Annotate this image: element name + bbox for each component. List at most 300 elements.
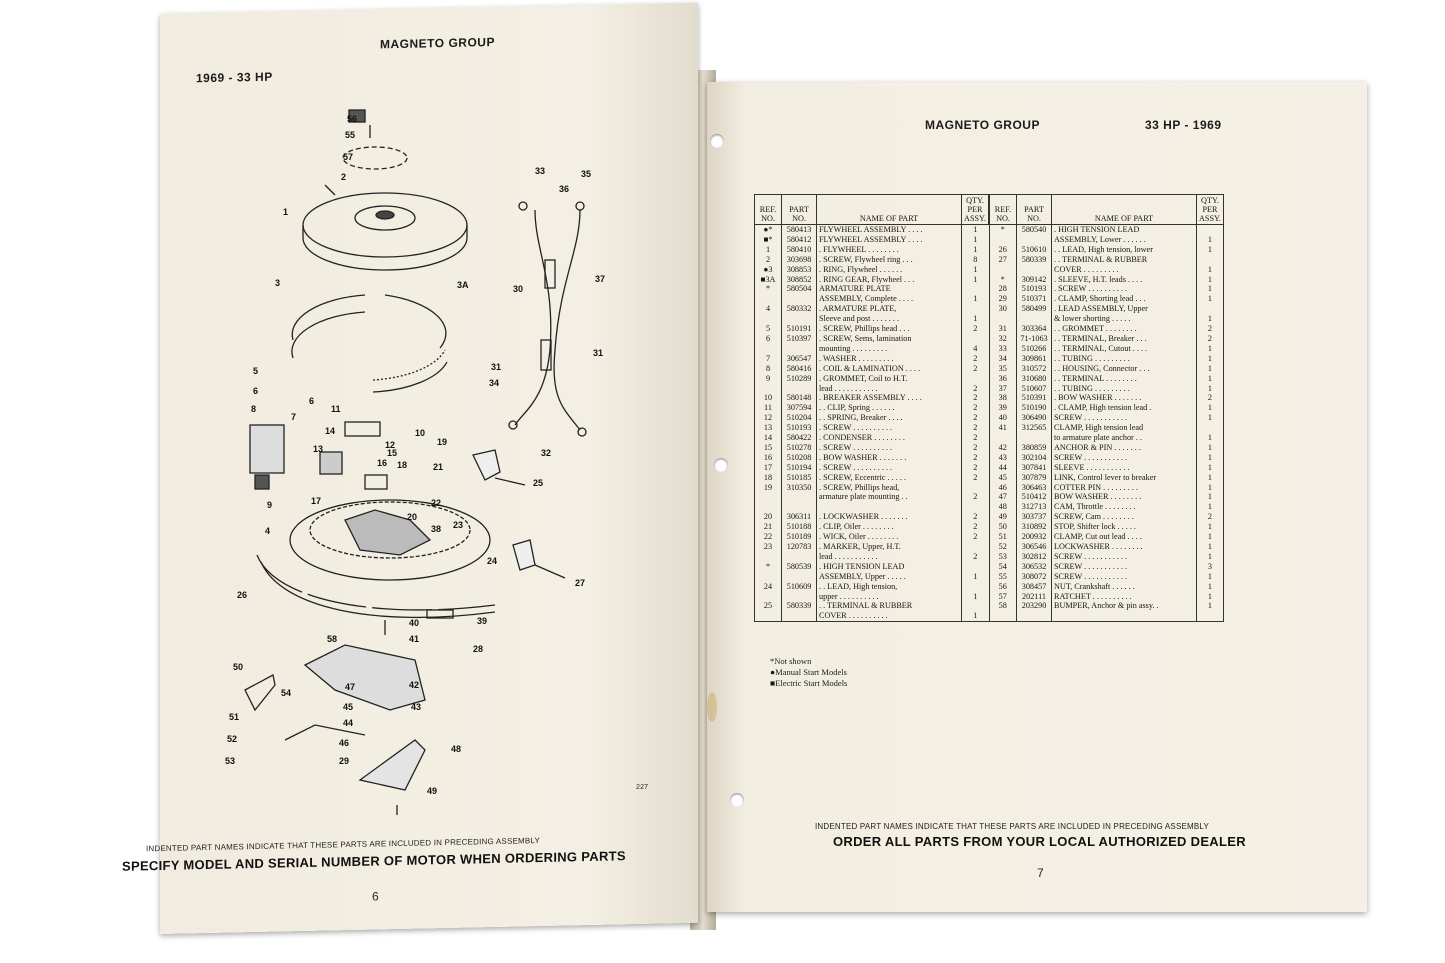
cell-part-no: 580413: [782, 225, 817, 235]
cell-ref: 4: [755, 304, 782, 314]
cell-ref: 36: [989, 374, 1017, 384]
cell-part-no: 510607: [1017, 384, 1052, 394]
cell-ref: 27: [989, 255, 1017, 265]
cell-part-no: 510397: [782, 334, 817, 344]
figure-number: 227: [636, 783, 649, 792]
cell-part-name: ASSEMBLY, Complete . . . .: [817, 294, 962, 304]
cell-part-name: . . CLIP, Spring . . . . . .: [817, 403, 962, 413]
table-row: [755, 502, 1224, 512]
table-row: [755, 225, 1224, 235]
cell-ref: ●*: [755, 225, 782, 235]
legend-electric-start: ■Electric Start Models: [770, 678, 848, 688]
cell-qty: 3: [1197, 562, 1224, 572]
cell-part-no: [1017, 235, 1052, 245]
cell-part-name: . CLAMP, Shorting lead . . .: [1052, 294, 1197, 304]
cell-part-no: 510193: [782, 423, 817, 433]
callout-33: 33: [535, 166, 546, 176]
cell-part-no: 308853: [782, 265, 817, 275]
callout-30: 30: [513, 284, 524, 294]
cell-part-name: SCREW . . . . . . . . . . .: [1052, 572, 1197, 582]
cell-ref: [755, 502, 782, 512]
cell-part-no: 580412: [782, 235, 817, 245]
callout-43: 43: [411, 702, 422, 712]
table-row: [755, 354, 1224, 364]
cell-ref: 2: [755, 255, 782, 265]
cell-ref: 33: [989, 344, 1017, 354]
cell-ref: [989, 235, 1017, 245]
cell-qty: 1: [1197, 374, 1224, 384]
cell-part-no: 309861: [1017, 354, 1052, 364]
cell-part-name: . LEAD ASSEMBLY, Upper: [1052, 304, 1197, 314]
table-row: [755, 463, 1224, 473]
table-row: [755, 592, 1224, 602]
cell-qty: 8: [962, 255, 990, 265]
cell-qty: 2: [962, 552, 990, 562]
cell-part-name: BUMPER, Anchor & pin assy. .: [1052, 601, 1197, 611]
cell-part-no: 306311: [782, 512, 817, 522]
cell-qty: 1: [1197, 463, 1224, 473]
cell-ref: 31: [989, 324, 1017, 334]
cell-part-name: . . TERMINAL & RUBBER: [1052, 255, 1197, 265]
cell-part-no: [1017, 265, 1052, 275]
cell-qty: [962, 542, 990, 552]
binder-hole: [714, 458, 728, 472]
cell-qty: 2: [1197, 512, 1224, 522]
cell-part-name: COVER . . . . . . . . . .: [817, 611, 962, 621]
table-row: [755, 245, 1224, 255]
cell-part-name: RATCHET . . . . . . . . . .: [1052, 592, 1197, 602]
cell-qty: 1: [1197, 384, 1224, 394]
right-page-number: 7: [1037, 866, 1044, 880]
cell-part-no: 510189: [782, 532, 817, 542]
cell-part-name: LOCKWASHER . . . . . . . .: [1052, 542, 1197, 552]
table-row: [755, 542, 1224, 552]
cell-qty: 1: [962, 275, 990, 285]
callout-9: 9: [267, 500, 273, 510]
cell-qty: 1: [1197, 502, 1224, 512]
left-page-number: 6: [372, 889, 379, 904]
table-row: [755, 532, 1224, 542]
cell-qty: 2: [962, 423, 990, 433]
cell-ref: 46: [989, 483, 1017, 493]
cell-qty: 1: [1197, 492, 1224, 502]
callout-3A: 3A: [457, 280, 469, 290]
cell-qty: 2: [962, 473, 990, 483]
table-row: [755, 433, 1224, 443]
cell-ref: *: [989, 225, 1017, 235]
cell-ref: 37: [989, 384, 1017, 394]
col-qty: QTY. PER ASSY.: [962, 195, 990, 225]
cell-part-name: . SCREW . . . . . . . . . .: [817, 463, 962, 473]
table-row: [755, 314, 1224, 324]
cell-qty: 2: [962, 393, 990, 403]
cell-part-no: [782, 314, 817, 324]
callout-37: 37: [595, 274, 606, 284]
cell-qty: 4: [962, 344, 990, 354]
callout-34: 34: [489, 378, 500, 388]
cell-part-name: lead . . . . . . . . . . .: [817, 552, 962, 562]
cell-qty: 1: [1197, 483, 1224, 493]
cell-ref: 34: [989, 354, 1017, 364]
cell-ref: [755, 572, 782, 582]
cell-part-no: 303698: [782, 255, 817, 265]
cell-ref: 54: [989, 562, 1017, 572]
cell-part-name: & lower shorting . . . . .: [1052, 314, 1197, 324]
cell-ref: ■3A: [755, 275, 782, 285]
callout-42: 42: [409, 680, 420, 690]
cell-qty: 1: [1197, 354, 1224, 364]
cell-part-no: [1017, 433, 1052, 443]
cell-part-name: . RING, Flywheel . . . . . .: [817, 265, 962, 275]
cell-ref: [755, 294, 782, 304]
cell-ref: 24: [755, 582, 782, 592]
cell-ref: 25: [755, 601, 782, 611]
cell-qty: 2: [962, 403, 990, 413]
cell-ref: [989, 611, 1017, 621]
cell-part-name: CLAMP, Cut out lead . . . .: [1052, 532, 1197, 542]
table-row: [755, 403, 1224, 413]
cell-part-name: FLYWHEEL ASSEMBLY . . . .: [817, 225, 962, 235]
cell-part-no: [782, 294, 817, 304]
table-row: [755, 473, 1224, 483]
cell-qty: 1: [962, 225, 990, 235]
cell-part-name: . . LEAD, High tension,: [817, 582, 962, 592]
binder-hole: [710, 134, 724, 148]
cell-part-no: 580504: [782, 284, 817, 294]
cell-qty: 2: [962, 354, 990, 364]
cell-ref: *: [755, 562, 782, 572]
callout-8: 8: [251, 404, 257, 414]
cell-part-name: [817, 502, 962, 512]
cell-ref: 26: [989, 245, 1017, 255]
table-row: [755, 384, 1224, 394]
cell-part-no: 120783: [782, 542, 817, 552]
cell-part-name: . SLEEVE, H.T. leads . . . .: [1052, 275, 1197, 285]
cell-qty: 2: [962, 492, 990, 502]
table-row: [755, 492, 1224, 502]
cell-qty: 1: [1197, 314, 1224, 324]
cell-part-name: . SCREW . . . . . . . . . .: [1052, 284, 1197, 294]
cell-qty: 1: [962, 294, 990, 304]
callout-2: 2: [341, 172, 347, 182]
cell-qty: [1197, 255, 1224, 265]
cell-part-no: 580410: [782, 245, 817, 255]
callout-41: 41: [409, 634, 420, 644]
cell-ref: 56: [989, 582, 1017, 592]
cell-part-name: SCREW . . . . . . . . . . .: [1052, 562, 1197, 572]
cell-qty: [1197, 611, 1224, 621]
cell-part-name: . CONDENSER . . . . . . . .: [817, 433, 962, 443]
cell-qty: 1: [1197, 582, 1224, 592]
cell-part-no: 306532: [1017, 562, 1052, 572]
cell-part-no: 510266: [1017, 344, 1052, 354]
cell-part-no: 580339: [782, 601, 817, 611]
callout-54: 54: [281, 688, 292, 698]
table-row: [755, 512, 1224, 522]
cell-part-no: 510391: [1017, 393, 1052, 403]
binder-hole: [730, 793, 744, 807]
cell-part-name: . GROMMET, Coil to H.T.: [817, 374, 962, 384]
cell-part-name: . . GROMMET . . . . . . . .: [1052, 324, 1197, 334]
cell-part-name: . CLAMP, High tension lead .: [1052, 403, 1197, 413]
cell-ref: 40: [989, 413, 1017, 423]
callout-24: 24: [487, 556, 498, 566]
cell-qty: 1: [1197, 245, 1224, 255]
col-ref: REF. NO.: [755, 195, 782, 225]
col-name-2: NAME OF PART: [1052, 195, 1197, 225]
cell-part-no: 510194: [782, 463, 817, 473]
cell-part-name: mounting . . . . . . . . .: [817, 344, 962, 354]
callout-14: 14: [325, 426, 336, 436]
callout-47: 47: [345, 682, 356, 692]
cell-part-no: 308457: [1017, 582, 1052, 592]
cell-qty: [962, 582, 990, 592]
table-row: [755, 304, 1224, 314]
cell-ref: 17: [755, 463, 782, 473]
cell-ref: 57: [989, 592, 1017, 602]
cell-part-no: [782, 502, 817, 512]
cell-part-no: 306546: [1017, 542, 1052, 552]
cell-part-no: 310680: [1017, 374, 1052, 384]
cell-ref: 43: [989, 453, 1017, 463]
table-row: [755, 294, 1224, 304]
cell-part-no: 510610: [1017, 245, 1052, 255]
cell-qty: 2: [962, 364, 990, 374]
cell-part-name: . WASHER . . . . . . . . .: [817, 354, 962, 364]
cell-part-name: CLAMP, High tension lead: [1052, 423, 1197, 433]
cell-qty: 2: [962, 433, 990, 443]
cell-ref: 1: [755, 245, 782, 255]
cell-qty: 1: [1197, 542, 1224, 552]
cell-part-name: . SCREW, Eccentric . . . . .: [817, 473, 962, 483]
cell-part-name: . WICK, Oiler . . . . . . . .: [817, 532, 962, 542]
cell-part-no: [782, 592, 817, 602]
cell-part-no: 510609: [782, 582, 817, 592]
callout-29: 29: [339, 756, 350, 766]
callout-55: 55: [345, 130, 356, 140]
cell-part-no: 510412: [1017, 492, 1052, 502]
cell-part-name: ASSEMBLY, Lower . . . . . .: [1052, 235, 1197, 245]
callout-31b: 31: [593, 348, 604, 358]
cell-part-no: 312713: [1017, 502, 1052, 512]
callout-35: 35: [581, 169, 592, 179]
callout-13: 13: [313, 444, 324, 454]
cell-ref: 41: [989, 423, 1017, 433]
cell-part-name: . . SPRING, Breaker . . . .: [817, 413, 962, 423]
cell-qty: 1: [962, 265, 990, 275]
cell-ref: 8: [755, 364, 782, 374]
cell-qty: 1: [1197, 532, 1224, 542]
cell-part-no: 380859: [1017, 443, 1052, 453]
cell-ref: 11: [755, 403, 782, 413]
cell-ref: [989, 433, 1017, 443]
right-footer-main: ORDER ALL PARTS FROM YOUR LOCAL AUTHORIZED DEALER: [833, 834, 1246, 849]
legend-manual-start: ●Manual Start Models: [770, 667, 847, 677]
cell-qty: [1197, 423, 1224, 433]
cell-ref: [755, 314, 782, 324]
cell-part-no: 303737: [1017, 512, 1052, 522]
cell-part-name: ANCHOR & PIN . . . . . . .: [1052, 443, 1197, 453]
cell-qty: 2: [962, 443, 990, 453]
cell-part-name: . LOCKWASHER . . . . . . .: [817, 512, 962, 522]
cell-part-name: SCREW . . . . . . . . . . .: [1052, 413, 1197, 423]
cell-ref: 13: [755, 423, 782, 433]
table-row: [755, 611, 1224, 621]
cell-part-no: 306463: [1017, 483, 1052, 493]
cell-ref: *: [755, 284, 782, 294]
callout-45: 45: [343, 702, 354, 712]
cell-part-no: 510185: [782, 473, 817, 483]
cell-ref: 48: [989, 502, 1017, 512]
callout-44: 44: [343, 718, 354, 728]
table-row: [755, 324, 1224, 334]
cell-qty: 2: [962, 413, 990, 423]
callout-22: 22: [431, 498, 442, 508]
callout-1: 1: [283, 207, 289, 217]
callout-48: 48: [451, 744, 462, 754]
col-ref-2: REF. NO.: [989, 195, 1017, 225]
cell-qty: 2: [1197, 324, 1224, 334]
cell-qty: 1: [962, 245, 990, 255]
cell-part-name: SCREW . . . . . . . . . . .: [1052, 552, 1197, 562]
cell-part-no: 510371: [1017, 294, 1052, 304]
cell-qty: 1: [1197, 284, 1224, 294]
cell-ref: 12: [755, 413, 782, 423]
cell-ref: [755, 492, 782, 502]
col-name: NAME OF PART: [817, 195, 962, 225]
cell-part-no: 307841: [1017, 463, 1052, 473]
cell-part-name: . . TERMINAL & RUBBER: [817, 601, 962, 611]
cell-part-no: 580148: [782, 393, 817, 403]
cell-ref: 52: [989, 542, 1017, 552]
cell-part-name: . . TUBING . . . . . . . . .: [1052, 354, 1197, 364]
cell-ref: 19: [755, 483, 782, 493]
cell-qty: 1: [1197, 433, 1224, 443]
cell-ref: 53: [989, 552, 1017, 562]
cell-qty: [962, 502, 990, 512]
cell-part-no: 202111: [1017, 592, 1052, 602]
cell-part-name: . RING GEAR, Flywheel . . .: [817, 275, 962, 285]
cell-qty: 1: [1197, 601, 1224, 611]
callout-4: 4: [265, 526, 271, 536]
callout-11: 11: [331, 404, 341, 414]
cell-part-name: LINK, Control lever to breaker: [1052, 473, 1197, 483]
cell-qty: 1: [1197, 403, 1224, 413]
cell-part-name: . ARMATURE PLATE,: [817, 304, 962, 314]
cell-part-name: COVER . . . . . . . . .: [1052, 265, 1197, 275]
table-row: [755, 423, 1224, 433]
cell-part-no: [1017, 314, 1052, 324]
cell-part-no: 510191: [782, 324, 817, 334]
cell-ref: *: [989, 275, 1017, 285]
cell-qty: 1: [1197, 592, 1224, 602]
cell-qty: 1: [962, 314, 990, 324]
cell-ref: 14: [755, 433, 782, 443]
cell-part-no: [1017, 611, 1052, 621]
cell-ref: [989, 265, 1017, 275]
callout-50: 50: [233, 662, 244, 672]
cell-part-name: CAM, Throttle . . . . . . . .: [1052, 502, 1197, 512]
cell-qty: 2: [962, 324, 990, 334]
callout-31a: 31: [491, 362, 502, 372]
table-row: [755, 265, 1224, 275]
cell-ref: 15: [755, 443, 782, 453]
parts-table-body: [755, 225, 1224, 622]
cell-ref: 21: [755, 522, 782, 532]
cell-ref: 22: [755, 532, 782, 542]
cell-part-no: 580416: [782, 364, 817, 374]
callout-20: 20: [407, 512, 418, 522]
cell-ref: 47: [989, 492, 1017, 502]
cell-part-name: . . TERMINAL, Cutout . . . .: [1052, 344, 1197, 354]
right-page-group-title: MAGNETO GROUP: [925, 118, 1040, 132]
callout-26: 26: [237, 590, 248, 600]
table-row: [755, 235, 1224, 245]
cell-qty: [962, 284, 990, 294]
cell-qty: 1: [1197, 364, 1224, 374]
table-row: [755, 572, 1224, 582]
cell-qty: 1: [962, 235, 990, 245]
callout-23: 23: [453, 520, 464, 530]
cell-ref: 30: [989, 304, 1017, 314]
callout-3: 3: [275, 278, 281, 288]
cell-part-name: NUT, Crankshaft . . . . . .: [1052, 582, 1197, 592]
callout-5: 5: [253, 366, 259, 376]
col-part-2: PART NO.: [1017, 195, 1052, 225]
cell-part-name: ARMATURE PLATE: [817, 284, 962, 294]
callout-19: 19: [437, 437, 448, 447]
callout-32: 32: [541, 448, 552, 458]
cell-part-no: 307594: [782, 403, 817, 413]
callout-36: 36: [559, 184, 570, 194]
cell-part-name: FLYWHEEL ASSEMBLY . . . .: [817, 235, 962, 245]
cell-ref: 35: [989, 364, 1017, 374]
cell-ref: [755, 384, 782, 394]
cell-part-no: 510278: [782, 443, 817, 453]
table-row: [755, 562, 1224, 572]
cell-qty: 1: [1197, 443, 1224, 453]
table-row: [755, 275, 1224, 285]
cell-part-name: ASSEMBLY, Upper . . . . .: [817, 572, 962, 582]
cell-part-no: 310572: [1017, 364, 1052, 374]
cell-ref: 6: [755, 334, 782, 344]
cell-ref: 39: [989, 403, 1017, 413]
cell-qty: 2: [962, 522, 990, 532]
cell-part-name: SLEEVE . . . . . . . . . . .: [1052, 463, 1197, 473]
cell-qty: 1: [962, 572, 990, 582]
callout-40: 40: [409, 618, 420, 628]
cell-part-no: 580422: [782, 433, 817, 443]
cell-part-no: 312565: [1017, 423, 1052, 433]
cell-qty: [962, 304, 990, 314]
cell-qty: 1: [1197, 473, 1224, 483]
cell-qty: 1: [1197, 275, 1224, 285]
cell-part-name: . SCREW, Phillips head . . .: [817, 324, 962, 334]
left-footer-main: SPECIFY MODEL AND SERIAL NUMBER OF MOTOR WHEN ORDERING PARTS: [122, 848, 626, 874]
cell-ref: 51: [989, 532, 1017, 542]
callout-49: 49: [427, 786, 438, 796]
cell-part-no: 580540: [1017, 225, 1052, 235]
table-row: [755, 413, 1224, 423]
col-qty-2: QTY. PER ASSY.: [1197, 195, 1224, 225]
cell-ref: 20: [755, 512, 782, 522]
callout-15: 15: [387, 448, 398, 458]
cell-ref: 5: [755, 324, 782, 334]
callout-38: 38: [431, 524, 442, 534]
cell-part-name: . . HOUSING, Connector . . .: [1052, 364, 1197, 374]
callout-28: 28: [473, 644, 484, 654]
callout-6b: 6: [309, 396, 315, 406]
